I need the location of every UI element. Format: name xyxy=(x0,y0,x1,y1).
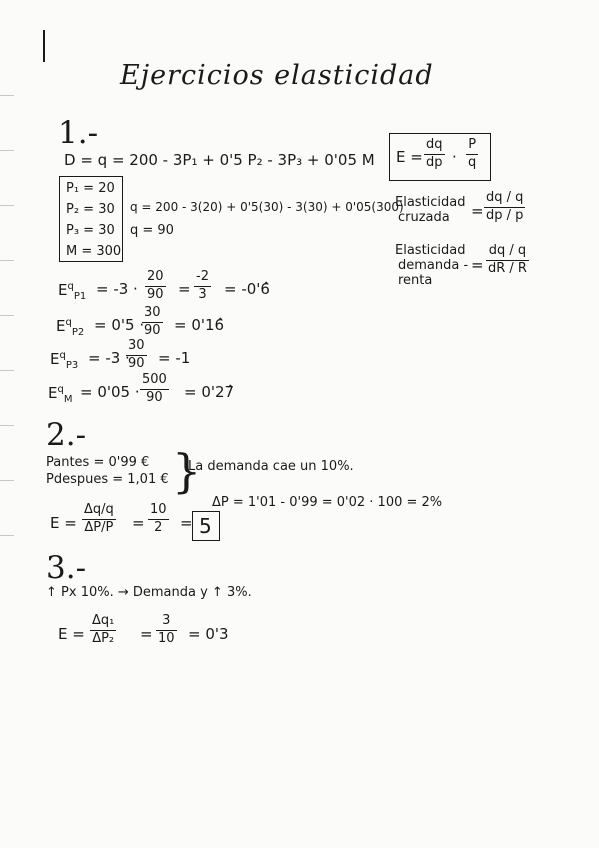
value-p2: P₂ = 30 xyxy=(66,202,115,217)
elasticity-p3-symbol: $E^q_{P3}$ xyxy=(50,350,79,371)
margin-mark xyxy=(0,260,14,261)
margin-mark xyxy=(0,425,14,426)
ex3-fraction-2: 3 10 xyxy=(158,613,175,646)
price-after: Pdespues = 1,01 € xyxy=(46,472,169,487)
margin-mark xyxy=(0,95,14,96)
margin-mark xyxy=(0,480,14,481)
elasticity-p1-fraction: 20 90 xyxy=(147,269,164,302)
elasticity-m-symbol: $E^q_M$ xyxy=(48,384,73,405)
ex2-result: 5 xyxy=(199,514,212,538)
margin-mark xyxy=(0,205,14,206)
value-m: M = 300 xyxy=(66,244,122,259)
elasticity-m-result: = 0'27̂ xyxy=(184,383,235,401)
price-before: Pantes = 0'99 € xyxy=(46,455,150,470)
ex3-elasticity-fraction: Δq₁ ΔP₂ xyxy=(92,613,115,646)
elasticity-p2-result: = 0'16̂ xyxy=(174,316,225,334)
elasticity-p2-symbol: $E^q_{P2}$ xyxy=(56,317,85,338)
exercise-2-number: 2.- xyxy=(46,417,87,453)
income-elasticity-label-2: demanda - xyxy=(398,258,469,273)
ex2-elasticity-fraction: Δq/q ΔP/P xyxy=(84,502,114,535)
elasticity-p1-lhs: = -3 · xyxy=(96,280,138,298)
income-elasticity-label-1: Elasticidad xyxy=(395,243,466,258)
elasticity-m-fraction: 500 90 xyxy=(142,372,167,405)
elasticity-p2-fraction: 30 90 xyxy=(144,305,161,338)
ex2-eq-1: = xyxy=(132,514,145,532)
margin-mark xyxy=(0,315,14,316)
ex3-statement: ↑ Px 10%. → Demanda y ↑ 3%. xyxy=(46,585,252,600)
elasticity-p1-symbol: $E^q_{P1}$ xyxy=(58,281,87,302)
elasticity-definition-frac-1: dq dp xyxy=(426,137,443,170)
margin-mark xyxy=(0,370,14,371)
income-elasticity-eq: = xyxy=(471,256,484,274)
delta-price-calc: ΔP = 1'01 - 0'99 = 0'02 · 100 = 2% xyxy=(212,495,443,510)
ex2-fraction-2: 10 2 xyxy=(150,502,167,535)
elasticity-p2-lhs: = 0'5 · xyxy=(94,316,145,334)
value-p1: P₁ = 20 xyxy=(66,181,115,196)
ex3-eq-1: = xyxy=(140,625,153,643)
elasticity-definition-dot: · xyxy=(452,148,457,166)
ex3-result: = 0'3 xyxy=(188,625,229,643)
elasticity-m-lhs: = 0'05 · xyxy=(80,383,140,401)
elasticity-definition-lhs: E = xyxy=(396,148,423,166)
brace: } xyxy=(172,444,202,498)
income-elasticity-fraction: dq / q dR / R xyxy=(488,243,527,276)
elasticity-p1-eq: = xyxy=(178,280,191,298)
substitution: q = 200 - 3(20) + 0'5(30) - 3(30) + 0'05(300) xyxy=(130,200,404,214)
margin-mark xyxy=(0,535,14,536)
elasticity-p3-lhs: = -3 · xyxy=(88,349,130,367)
cross-elasticity-eq: = xyxy=(471,202,484,220)
cross-elasticity-label-2: cruzada xyxy=(398,210,450,225)
ex2-elasticity-lhs: E = xyxy=(50,514,77,532)
page-title: Ejercicios elasticidad xyxy=(120,60,434,91)
ex2-eq-2: = xyxy=(180,514,193,532)
margin-mark xyxy=(0,150,14,151)
elasticity-definition-frac-2: P q xyxy=(468,137,477,170)
exercise-3-number: 3.- xyxy=(46,550,87,586)
value-p3: P₃ = 30 xyxy=(66,223,115,238)
elasticity-p1-result: = -0'6̂ xyxy=(224,280,270,298)
income-elasticity-label-3: renta xyxy=(398,273,433,288)
ex3-elasticity-lhs: E = xyxy=(58,625,85,643)
cross-elasticity-fraction: dq / q dp / p xyxy=(486,190,524,223)
elasticity-p3-fraction: 30 90 xyxy=(128,338,145,371)
exercise-1-number: 1.- xyxy=(58,115,99,151)
cross-elasticity-label-1: Elasticidad xyxy=(395,195,466,210)
demand-function: D = q = 200 - 3P₁ + 0'5 P₂ - 3P₃ + 0'05 M xyxy=(64,151,375,169)
elasticity-p3-result: = -1 xyxy=(158,349,191,367)
q-result: q = 90 xyxy=(130,223,174,238)
ink-stroke xyxy=(43,30,45,62)
elasticity-p1-fraction-2: -2 3 xyxy=(196,269,209,302)
demand-note: La demanda cae un 10%. xyxy=(188,459,354,474)
